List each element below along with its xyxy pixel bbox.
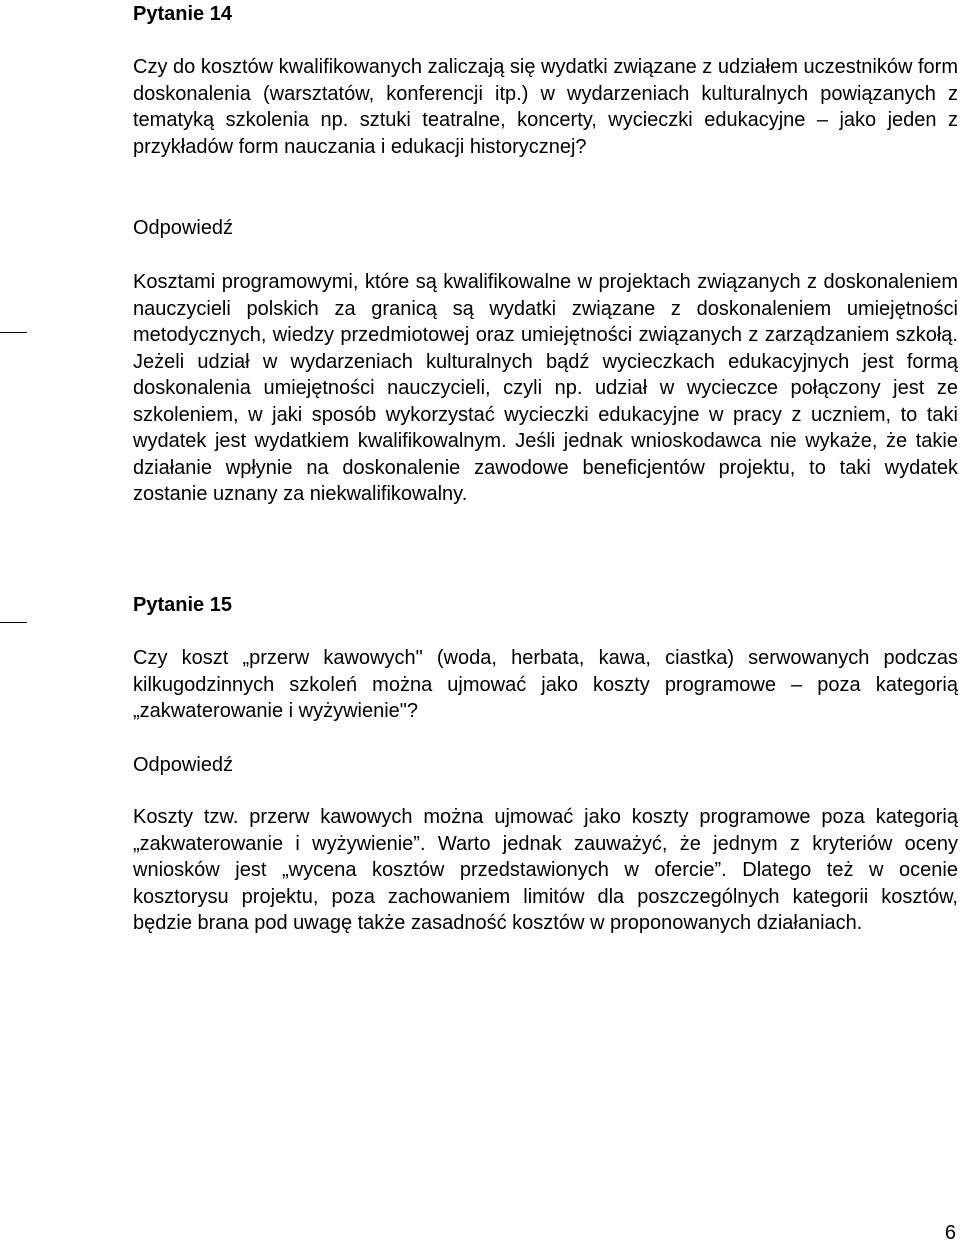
answer-15-label: Odpowiedź — [133, 754, 234, 776]
margin-mark — [0, 332, 27, 333]
question-15-heading: Pytanie 15 — [133, 594, 232, 616]
answer-14-label: Odpowiedź — [133, 217, 234, 239]
answer-14-text: Kosztami programowymi, które są kwalifikowalne w projektach związanych z doskonaleniem nauczycieli polskich za granicą są wydatki związane z doskonaleniem umiejętności metodycznych, wiedzy przedmiotowej oraz umiejętności związanych z zarządzaniem szkołą. Jeżeli udział w wydarzeniach kulturalnych bądź wycieczkach edukacyjnych jest formą doskonalenia umiejętności nauczycieli, czyli np. udział w wycieczce połączony jest ze szkoleniem, w jaki sposób wykorzystać wycieczki edukacyjne w pracy z uczniem, to taki wydatek jest wydatkiem kwalifikowalnym. Jeśli jednak wnioskodawca nie wykaże, że takie działanie wpłynie na doskonalenie zawodowe beneficjentów projektu, to taki wydatek zostanie uznany za niekwalifikowalny. — [133, 271, 958, 505]
question-14-heading: Pytanie 14 — [133, 3, 232, 25]
question-15-text: Czy koszt „przerw kawowych" (woda, herbata, kawa, ciastka) serwowanych podczas kilkugodzinnych szkoleń można ujmować jako koszty programowe – poza kategorią „zakwaterowanie i wyżywienie"? — [133, 647, 958, 722]
page-number: 6 — [944, 1222, 956, 1244]
margin-mark — [0, 622, 27, 623]
question-14-text: Czy do kosztów kwalifikowanych zaliczają się wydatki związane z udziałem uczestników form doskonalenia (warsztatów, konferencji itp.) w wydarzeniach kulturalnych powiązanych z tematyką szkolenia np. sztuki teatralne, koncerty, wycieczki edukacyjne – jako jeden z przykładów form nauczania i edukacji historycznej? — [133, 56, 958, 158]
answer-15-text: Koszty tzw. przerw kawowych można ujmować jako koszty programowe poza kategorią „zakwaterowanie i wyżywienie”. Warto jednak zauważyć, że jednym z kryteriów oceny wniosków jest „wycena kosztów przedstawionych w ofercie”. Dlatego też w ocenie kosztorysu projektu, poza zachowaniem limitów dla poszczególnych kategorii kosztów, będzie brana pod uwagę także zasadność kosztów w proponowanych działaniach. — [133, 806, 958, 934]
